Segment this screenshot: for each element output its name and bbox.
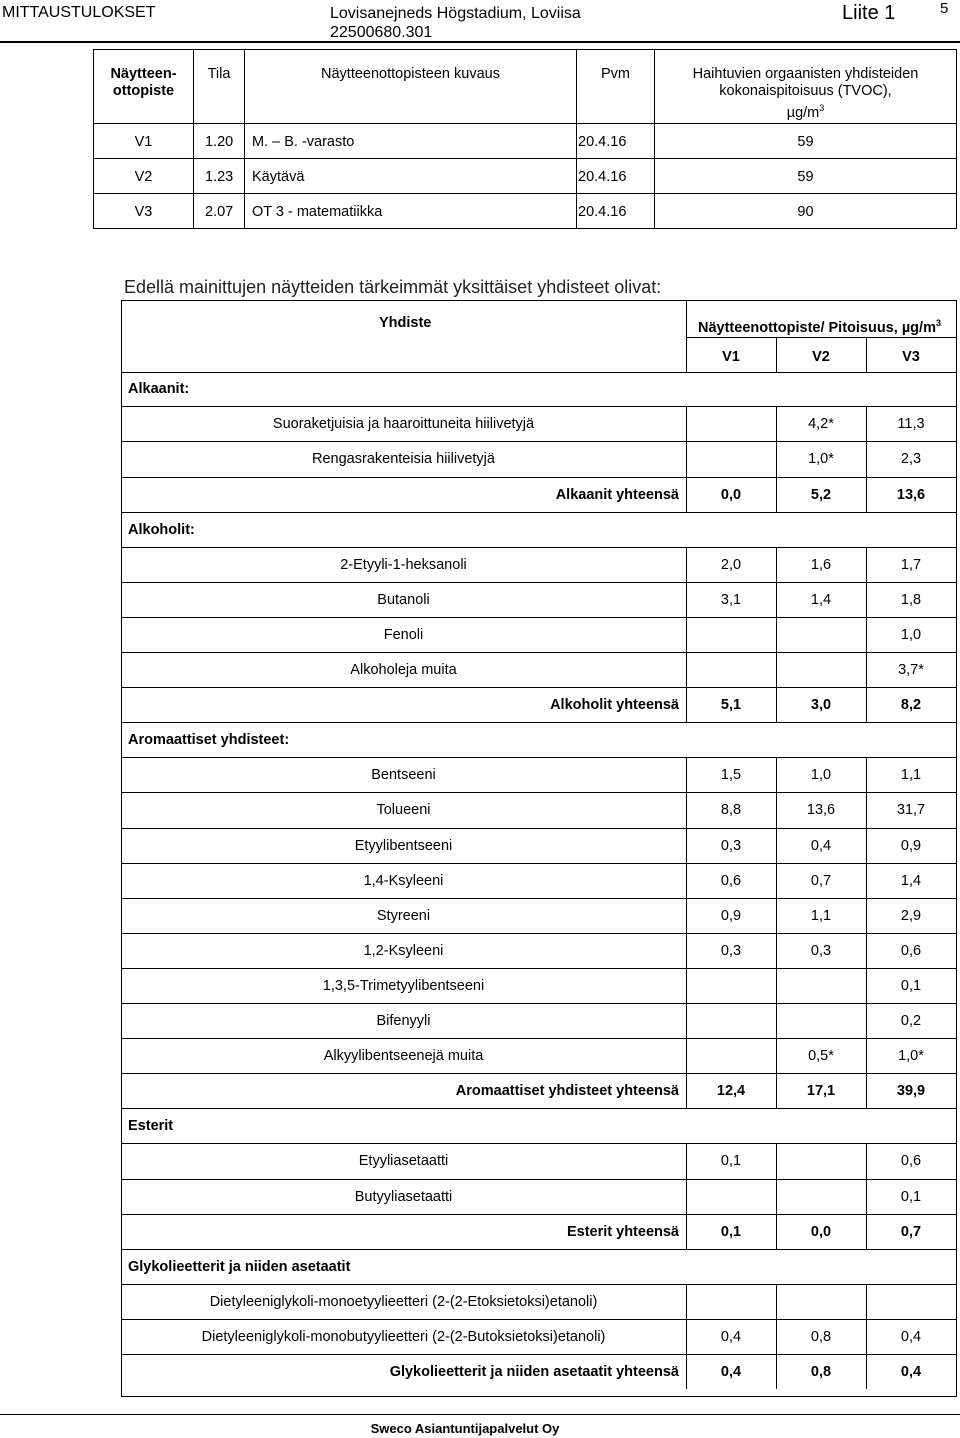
compound-name: Etyylibentseeni	[354, 838, 453, 854]
col-divider	[866, 1214, 867, 1249]
row-divider	[122, 582, 956, 583]
row-divider	[122, 933, 956, 934]
col-divider	[776, 477, 777, 512]
compound-name: 1,3,5-Trimetyylibentseeni	[322, 978, 485, 994]
compound-name: Etyyliasetaatti	[358, 1153, 449, 1169]
col-divider	[866, 1073, 867, 1108]
value-v2: 1,0*	[808, 451, 834, 467]
col-divider	[686, 477, 687, 512]
total-label: Glykolieetterit ja niiden asetaatit yhteensä	[389, 1364, 679, 1380]
cell-date: 20.4.16	[578, 134, 627, 150]
col-divider	[866, 863, 867, 898]
value-v1: 0,9	[720, 908, 742, 924]
col-divider	[866, 933, 867, 968]
header-concentration: Näytteenottopiste/ Pitoisuus, $\mu g/m^3$	[698, 318, 941, 336]
col-divider	[686, 1319, 687, 1354]
value-v1: 3,1	[720, 592, 742, 608]
total-v1: 0,1	[720, 1224, 742, 1240]
value-v3: 2,9	[900, 908, 922, 924]
site-info	[330, 4, 581, 42]
value-v2: 1,1	[810, 908, 832, 924]
value-v3: 0,9	[900, 838, 922, 854]
cell-description: Käytävä	[252, 169, 305, 185]
header-divider	[0, 41, 960, 43]
value-v2: 1,0	[810, 767, 832, 783]
col-divider	[776, 652, 777, 687]
value-v3: 0,6	[900, 1153, 922, 1169]
compound-name: Alkoholeja muita	[350, 662, 457, 678]
row-divider	[94, 158, 956, 159]
section-title-alkanes: Alkaanit:	[128, 381, 190, 397]
compound-name: Suoraketjuisia ja haaroittuneita hiilivetyjä	[272, 416, 535, 432]
row-divider	[122, 1179, 956, 1180]
col-divider	[866, 968, 867, 1003]
col-divider	[686, 757, 687, 792]
value-v2: 0,8	[810, 1329, 832, 1345]
section-title-glycols: Glykolieetterit ja niiden asetaatit	[128, 1259, 351, 1275]
row-divider	[122, 1108, 956, 1109]
value-v3: 1,1	[900, 767, 922, 783]
col-divider	[686, 547, 687, 582]
total-v3: 0,4	[900, 1364, 922, 1380]
row-divider	[122, 1249, 956, 1250]
value-v1: 0,4	[720, 1329, 742, 1345]
cell-tvoc: 90	[797, 204, 814, 220]
compound-name: Tolueeni	[376, 802, 431, 818]
col-divider	[866, 1038, 867, 1073]
row-divider	[122, 1354, 956, 1355]
value-v3: 0,6	[900, 943, 922, 959]
col-divider	[776, 687, 777, 722]
compound-name: Butanoli	[377, 592, 430, 608]
total-v3: 39,9	[896, 1083, 926, 1099]
project-number: 22500680.301	[330, 24, 433, 41]
value-v3: 1,4	[900, 873, 922, 889]
col-divider	[866, 1179, 867, 1214]
sample-table	[93, 49, 957, 229]
col-divider	[776, 1038, 777, 1073]
row-divider	[122, 863, 956, 864]
col-divider	[686, 1354, 687, 1389]
row-divider	[122, 1073, 956, 1074]
col-divider	[776, 1143, 777, 1179]
col-divider	[686, 863, 687, 898]
col-divider	[686, 617, 687, 652]
cell-date: 20.4.16	[578, 169, 627, 185]
col-divider	[686, 582, 687, 617]
value-v3: 1,0	[900, 627, 922, 643]
col-divider	[776, 898, 777, 933]
compound-name: Bifenyyli	[376, 1013, 431, 1029]
col-divider	[776, 582, 777, 617]
col-divider	[866, 406, 867, 441]
col-divider	[776, 1214, 777, 1249]
cell-point: V3	[134, 204, 153, 220]
col-divider	[686, 828, 687, 863]
footer-divider	[0, 1414, 960, 1415]
total-v3: 8,2	[900, 697, 922, 713]
col-divider	[866, 1143, 867, 1179]
value-v3: 31,7	[896, 802, 926, 818]
col-divider	[776, 828, 777, 863]
value-v3: 3,7*	[898, 662, 924, 678]
value-v1: 1,5	[720, 767, 742, 783]
value-v1: 2,0	[720, 557, 742, 573]
col-divider	[866, 582, 867, 617]
compound-name: Styreeni	[376, 908, 431, 924]
total-v3: 13,6	[896, 487, 926, 503]
row-divider	[122, 757, 956, 758]
col-divider	[686, 792, 687, 828]
compound-name: Alkyylibentseenejä muita	[323, 1048, 484, 1064]
row-divider	[122, 1003, 956, 1004]
total-v2: 17,1	[806, 1083, 836, 1099]
compounds-intro: Edellä mainittujen näytteiden tärkeimmät yksittäiset yhdisteet olivat:	[124, 277, 662, 297]
col-divider	[866, 547, 867, 582]
value-v3: 1,7	[900, 557, 922, 573]
value-v2: 0,4	[810, 838, 832, 854]
total-v1: 0,0	[720, 487, 742, 503]
header-tvoc-line2: kokonaispitoisuus (TVOC),	[719, 83, 892, 99]
cell-point: V1	[134, 134, 153, 150]
compound-name: 1,4-Ksyleeni	[363, 873, 444, 889]
col-divider	[686, 687, 687, 722]
value-v3: 1,8	[900, 592, 922, 608]
cell-date: 20.4.16	[578, 204, 627, 220]
compound-name: 2-Etyyli-1-heksanoli	[340, 557, 467, 573]
col-divider	[776, 757, 777, 792]
header-compound: Yhdiste	[379, 315, 432, 331]
compound-table	[121, 300, 957, 1397]
section-title-esters: Esterit	[128, 1118, 174, 1134]
col-divider	[686, 1179, 687, 1214]
col-divider	[686, 652, 687, 687]
value-v1: 0,6	[720, 873, 742, 889]
total-label: Aromaattiset yhdisteet yhteensä	[455, 1083, 679, 1099]
value-v3: 0,1	[900, 1189, 922, 1205]
value-v2: 13,6	[806, 802, 836, 818]
compound-name: 1,2-Ksyleeni	[363, 943, 444, 959]
total-label: Esterit yhteensä	[566, 1224, 679, 1240]
col-divider	[866, 898, 867, 933]
col-divider	[866, 652, 867, 687]
col-divider	[776, 933, 777, 968]
col-divider	[866, 1284, 867, 1319]
compound-name: Dietyleeniglykoli-monobutyylieetteri (2-(2-Butoksietoksi)etanoli)	[201, 1329, 606, 1345]
col-divider	[686, 1073, 687, 1108]
col-divider	[866, 441, 867, 477]
value-v2: 0,5*	[808, 1048, 834, 1064]
col-divider	[686, 1038, 687, 1073]
row-divider	[122, 1038, 956, 1039]
row-divider	[122, 1143, 956, 1144]
row-divider	[122, 372, 956, 373]
compound-name: Butyyliasetaatti	[354, 1189, 453, 1205]
row-divider	[122, 617, 956, 618]
row-divider	[122, 1214, 956, 1215]
total-v1: 0,4	[720, 1364, 742, 1380]
total-v2: 0,8	[810, 1364, 832, 1380]
col-divider	[686, 968, 687, 1003]
cell-room: 1.23	[205, 169, 234, 185]
header-tvoc	[655, 66, 956, 122]
value-v3: 2,3	[900, 451, 922, 467]
cell-tvoc: 59	[797, 134, 814, 150]
total-v1: 5,1	[720, 697, 742, 713]
header-point: Näytteen-ottopiste	[110, 66, 177, 99]
compound-name: Bentseeni	[371, 767, 436, 783]
section-title-alcohols: Alkoholit:	[128, 522, 195, 538]
col-divider	[686, 1003, 687, 1038]
row-divider	[122, 512, 956, 513]
compound-name: Fenoli	[383, 627, 424, 643]
cell-room: 1.20	[205, 134, 234, 150]
row-divider	[94, 193, 956, 194]
value-v1: 8,8	[720, 802, 742, 818]
company-footer: Sweco Asiantuntijapalvelut Oy	[370, 1421, 560, 1436]
value-v3: 11,3	[897, 416, 925, 432]
col-divider	[686, 406, 687, 441]
appendix-label: Liite 1	[842, 2, 896, 24]
value-v2: 4,2*	[808, 416, 834, 432]
row-divider	[122, 1284, 956, 1285]
cell-tvoc: 59	[797, 169, 814, 185]
row-divider	[122, 547, 956, 548]
value-v1: 0,3	[720, 838, 742, 854]
col-divider	[866, 477, 867, 512]
row-divider	[122, 687, 956, 688]
col-divider	[686, 898, 687, 933]
header-room: Tila	[207, 66, 231, 82]
col-divider	[866, 687, 867, 722]
header-tvoc-unit: $\mu g/m^3$	[786, 103, 825, 121]
col-divider	[686, 441, 687, 477]
col-divider	[866, 617, 867, 652]
row-divider	[122, 792, 956, 793]
report-title: MITTAUSTULOKSET	[2, 4, 156, 21]
header-tvoc-line1: Haihtuvien orgaanisten yhdisteiden	[692, 66, 919, 82]
col-divider	[686, 933, 687, 968]
total-label: Alkoholit yhteensä	[550, 697, 679, 713]
row-divider	[122, 652, 956, 653]
value-v2: 0,3	[810, 943, 832, 959]
value-v3: 0,1	[900, 978, 922, 994]
col-divider	[776, 863, 777, 898]
header-date: Pvm	[601, 66, 630, 82]
total-v3: 0,7	[900, 1224, 922, 1240]
value-v2: 1,4	[810, 592, 832, 608]
value-v3: 0,2	[900, 1013, 922, 1029]
col-divider	[866, 1354, 867, 1389]
total-v1: 12,4	[716, 1083, 746, 1099]
col-divider	[776, 547, 777, 582]
row-divider	[94, 123, 956, 124]
col-divider	[776, 968, 777, 1003]
col-divider	[866, 1003, 867, 1038]
col-divider	[866, 828, 867, 863]
col-divider	[866, 757, 867, 792]
header-v2: V2	[812, 349, 830, 365]
col-divider	[776, 1319, 777, 1354]
col-divider	[776, 406, 777, 441]
col-divider	[776, 617, 777, 652]
row-divider	[122, 477, 956, 478]
header-description: Näytteenottopisteen kuvaus	[321, 66, 500, 82]
value-v3: 1,0*	[898, 1048, 924, 1064]
row-divider	[122, 441, 956, 442]
total-v2: 5,2	[810, 487, 832, 503]
page-number: 5	[940, 0, 949, 17]
row-divider	[122, 828, 956, 829]
col-divider	[776, 792, 777, 828]
header-v1: V1	[722, 349, 740, 365]
row-divider	[122, 898, 956, 899]
col-divider	[776, 1003, 777, 1038]
cell-point: V2	[134, 169, 153, 185]
col-divider	[866, 792, 867, 828]
col-divider	[686, 1214, 687, 1249]
row-divider	[686, 337, 956, 338]
col-divider	[776, 1284, 777, 1319]
col-divider	[776, 1073, 777, 1108]
value-v2: 1,6	[810, 557, 832, 573]
cell-description: M. – B. -varasto	[252, 134, 355, 150]
col-divider	[686, 1143, 687, 1179]
site-name: Lovisanejneds Högstadium, Loviisa	[330, 5, 581, 22]
compound-name: Rengasrakenteisia hiilivetyjä	[312, 451, 495, 467]
section-title-aromatics: Aromaattiset yhdisteet:	[128, 732, 290, 748]
row-divider	[122, 968, 956, 969]
total-v2: 0,0	[810, 1224, 832, 1240]
row-divider	[122, 406, 956, 407]
col-divider	[776, 441, 777, 477]
value-v1: 0,1	[720, 1153, 742, 1169]
row-divider	[122, 1319, 956, 1320]
value-v1: 0,3	[720, 943, 742, 959]
cell-room: 2.07	[205, 204, 234, 220]
total-label: Alkaanit yhteensä	[555, 487, 679, 503]
col-divider	[776, 1179, 777, 1214]
col-divider	[776, 1354, 777, 1389]
header-v3: V3	[902, 349, 920, 365]
value-v3: 0,4	[900, 1329, 922, 1345]
col-divider	[866, 1319, 867, 1354]
col-divider	[686, 1284, 687, 1319]
value-v2: 0,7	[810, 873, 832, 889]
cell-description: OT 3 - matematiikka	[252, 204, 383, 220]
compound-name: Dietyleeniglykoli-monoetyylieetteri (2-(2-Etoksietoksi)etanoli)	[209, 1294, 598, 1310]
row-divider	[122, 722, 956, 723]
total-v2: 3,0	[810, 697, 832, 713]
